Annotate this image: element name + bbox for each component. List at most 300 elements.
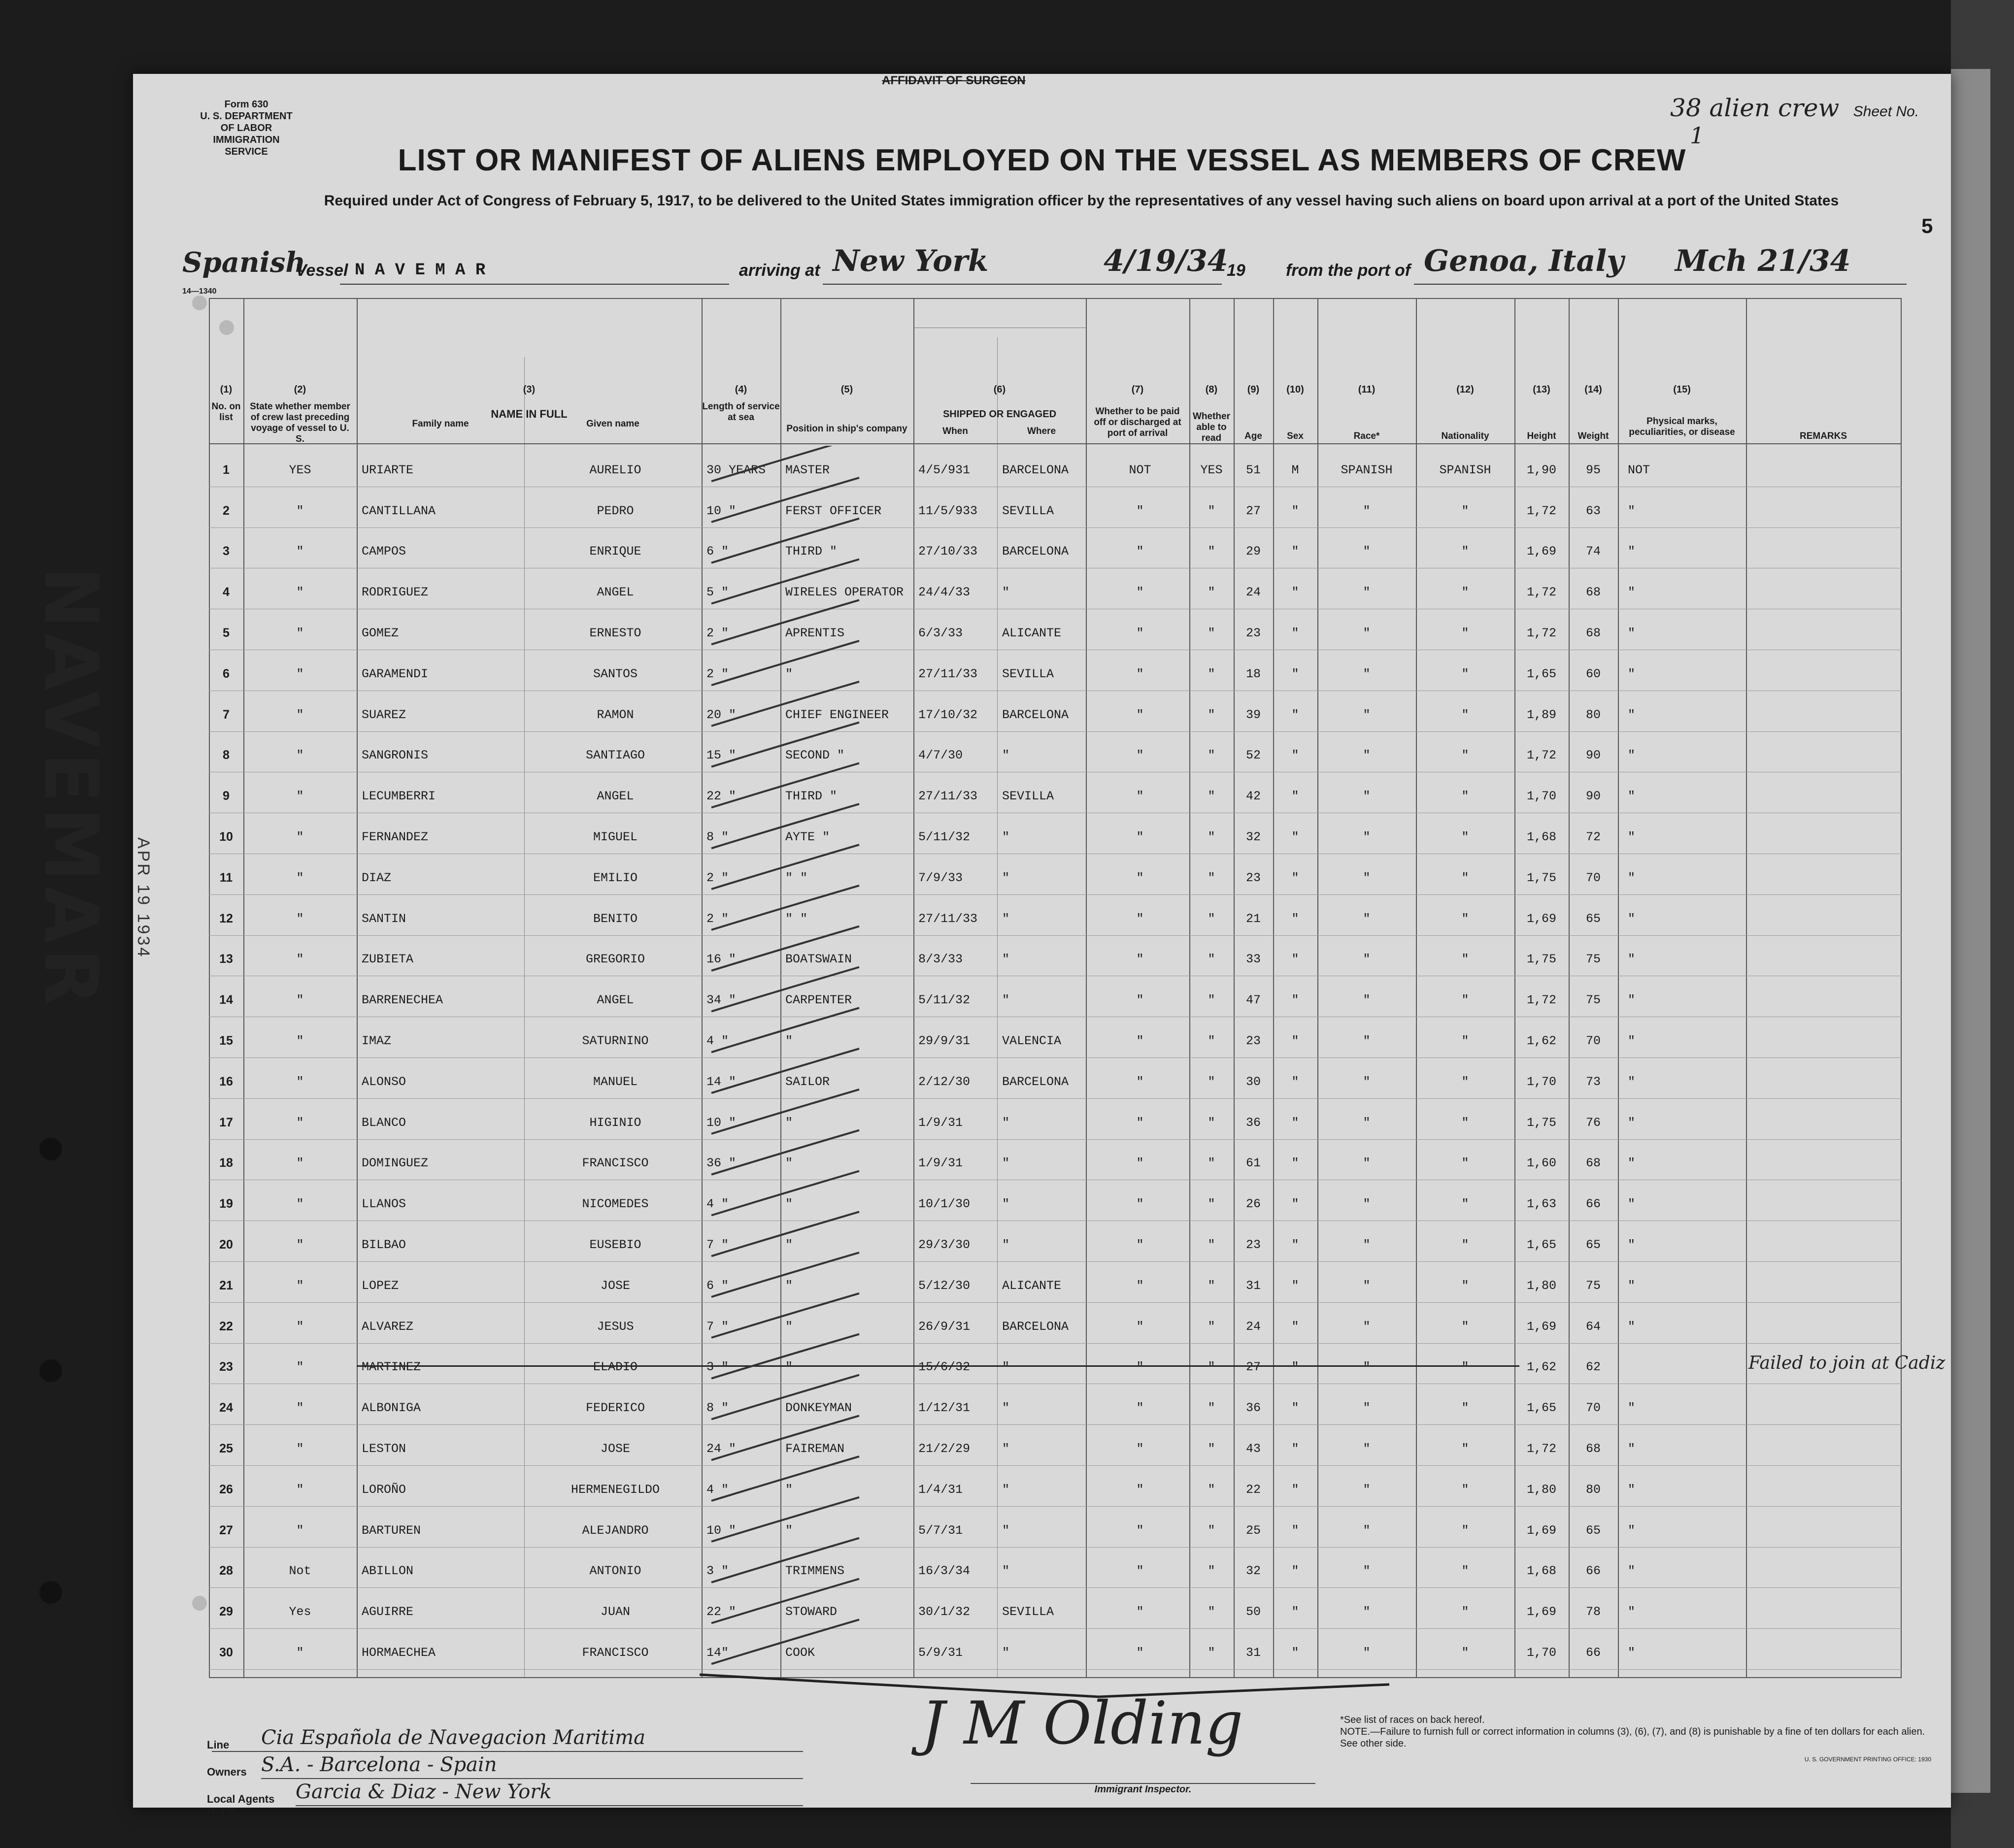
cell-n: 4 — [223, 585, 230, 599]
cell-read: " — [1208, 544, 1215, 559]
cell-given: MIGUEL — [593, 829, 638, 844]
cell-race: " — [1363, 911, 1371, 926]
cell-family: URIARTE — [362, 462, 414, 477]
cell-service: 24 " — [706, 1441, 737, 1456]
cell-prev: " — [296, 993, 304, 1008]
cell-read: " — [1208, 1401, 1215, 1416]
cell-given: FEDERICO — [585, 1401, 645, 1416]
cell-sex: " — [1291, 503, 1299, 518]
cell-where: " — [1002, 1564, 1010, 1579]
cell-family: HORMAECHEA — [362, 1645, 436, 1660]
pen-tick — [711, 804, 859, 848]
cell-when: 1/4/31 — [918, 1482, 963, 1497]
cell-age: 24 — [1245, 585, 1261, 600]
cell-position: CARPENTER — [785, 993, 852, 1008]
cell-sex: " — [1291, 870, 1299, 885]
cell-marks: " — [1628, 1401, 1636, 1416]
header-weight: Weight — [1578, 431, 1609, 441]
cell-height: 1,68 — [1526, 829, 1556, 844]
cell-paid: " — [1136, 1441, 1144, 1456]
cell-marks: " — [1628, 748, 1636, 763]
cell-weight: 75 — [1585, 952, 1601, 967]
cell-sex: " — [1291, 626, 1299, 640]
cell-nat: " — [1461, 707, 1469, 722]
cell-when: 4/5/931 — [918, 462, 971, 477]
cell-prev: YES — [289, 462, 311, 477]
header-age: Age — [1244, 431, 1262, 441]
cell-marks: " — [1628, 1523, 1636, 1538]
cell-given: SANTOS — [593, 666, 638, 681]
cell-read: " — [1208, 1197, 1215, 1212]
cell-age: 23 — [1245, 1033, 1261, 1048]
cell-prev: " — [296, 1033, 304, 1048]
cell-sex: " — [1291, 585, 1299, 600]
cell-given: FRANCISCO — [582, 1645, 649, 1660]
cell-race: " — [1363, 789, 1371, 804]
cell-weight: 75 — [1585, 1278, 1601, 1293]
cell-read: " — [1208, 1278, 1215, 1293]
cell-position: " — [785, 1115, 793, 1130]
col-num: (1) — [220, 384, 233, 395]
owners-rule — [261, 1763, 803, 1779]
cell-position: " — [785, 1237, 793, 1252]
cell-n: 16 — [219, 1074, 233, 1089]
cell-nat: " — [1461, 666, 1469, 681]
pen-tick — [711, 600, 859, 644]
cell-race: " — [1363, 707, 1371, 722]
cell-where: SEVILLA — [1002, 503, 1054, 518]
cell-height: 1,62 — [1526, 1360, 1556, 1375]
cell-family: SANTIN — [362, 911, 406, 926]
pen-tick — [711, 926, 859, 971]
vessel-side-stamp: NAVEMAR — [28, 566, 113, 1010]
pen-tick — [711, 1579, 859, 1623]
page-title: LIST OR MANIFEST OF ALIENS EMPLOYED ON THE VESSEL AS MEMBERS OF CREW — [398, 143, 1686, 177]
cell-race: " — [1363, 666, 1371, 681]
col-num: (4) — [735, 384, 747, 395]
cell-nat: " — [1461, 1197, 1469, 1212]
pen-tick — [711, 1130, 859, 1175]
cell-when: 10/1/30 — [918, 1197, 971, 1212]
cell-sex: " — [1291, 1074, 1299, 1089]
cell-nat: " — [1461, 1115, 1469, 1130]
cell-position: " — [785, 1482, 793, 1497]
cell-height: 1,72 — [1526, 585, 1556, 600]
owners-label: Owners — [207, 1766, 247, 1778]
cell-when: 11/5/933 — [918, 503, 978, 518]
cell-position: STOWARD — [785, 1605, 838, 1619]
cell-service: 6 " — [706, 544, 729, 559]
cell-position: AYTE " — [785, 829, 830, 844]
page-number: 5 — [1921, 214, 1933, 237]
cell-nat: " — [1461, 1237, 1469, 1252]
cell-where: BARCELONA — [1002, 707, 1069, 722]
cell-when: 2/12/30 — [918, 1074, 971, 1089]
cell-where: " — [1002, 1401, 1010, 1416]
pen-tick — [711, 1212, 859, 1256]
cell-prev: " — [296, 666, 304, 681]
cell-n: 3 — [223, 544, 230, 559]
binder-hole — [39, 1138, 62, 1160]
cell-read: " — [1208, 1237, 1215, 1252]
pen-tick — [711, 478, 859, 522]
cell-service: 8 " — [706, 1401, 729, 1416]
cell-service: 6 " — [706, 1278, 729, 1293]
cell-read: " — [1208, 952, 1215, 967]
cell-paid: " — [1136, 1523, 1144, 1538]
cell-when: 16/3/34 — [918, 1564, 971, 1579]
pen-tick — [711, 1171, 859, 1216]
cell-prev: " — [296, 1074, 304, 1089]
cell-prev: Not — [289, 1564, 311, 1579]
cell-service: 16 " — [706, 952, 737, 967]
cell-family: IMAZ — [362, 1033, 392, 1048]
cell-family: MARTINEZ — [362, 1360, 421, 1375]
pen-tick — [711, 1253, 859, 1297]
cell-paid: " — [1136, 870, 1144, 885]
cell-read: " — [1208, 789, 1215, 804]
cell-read: " — [1208, 829, 1215, 844]
cell-height: 1,70 — [1526, 789, 1556, 804]
cell-family: BARTUREN — [362, 1523, 421, 1538]
cell-height: 1,62 — [1526, 1033, 1556, 1048]
cell-age: 43 — [1245, 1441, 1261, 1456]
cell-service: 7 " — [706, 1319, 729, 1334]
cell-race: " — [1363, 1441, 1371, 1456]
cell-age: 52 — [1245, 748, 1261, 763]
cell-weight: 64 — [1585, 1319, 1601, 1334]
header-nationality: Nationality — [1441, 431, 1489, 441]
col-num: (13) — [1533, 384, 1550, 395]
cell-paid: " — [1136, 1115, 1144, 1130]
cell-read: YES — [1200, 462, 1223, 477]
pen-tick — [711, 845, 859, 889]
cell-position: " — [785, 666, 793, 681]
cell-where: " — [1002, 1115, 1010, 1130]
cell-paid: " — [1136, 707, 1144, 722]
pen-tick — [711, 1049, 859, 1093]
cell-paid: " — [1136, 585, 1144, 600]
received-date-stamp: APR 19 1934 — [134, 837, 153, 959]
cell-position: " — [785, 1523, 793, 1538]
cell-service: 3 " — [706, 1564, 729, 1579]
from-port-label: from the port of — [1286, 261, 1411, 280]
cell-prev: " — [296, 1441, 304, 1456]
cell-n: 21 — [219, 1278, 233, 1292]
agents-rule — [296, 1790, 803, 1806]
cell-nat: " — [1461, 1523, 1469, 1538]
cell-sex: " — [1291, 1523, 1299, 1538]
underline — [340, 284, 729, 285]
cell-where: " — [1002, 870, 1010, 885]
cell-family: GOMEZ — [362, 626, 399, 640]
cell-family: LLANOS — [362, 1197, 406, 1212]
cell-marks: " — [1628, 911, 1636, 926]
cell-weight: 62 — [1585, 1360, 1601, 1375]
cell-position: THIRD " — [785, 789, 838, 804]
year-label: 19 — [1227, 261, 1245, 280]
cell-paid: " — [1136, 626, 1144, 640]
cell-age: 25 — [1245, 1523, 1261, 1538]
cell-family: LOROÑO — [362, 1482, 406, 1497]
cell-marks: " — [1628, 789, 1636, 804]
cell-when: 1/9/31 — [918, 1156, 963, 1171]
cell-height: 1,72 — [1526, 993, 1556, 1008]
cell-sex: " — [1291, 1278, 1299, 1293]
cell-prev: " — [296, 1482, 304, 1497]
cell-when: 24/4/33 — [918, 585, 971, 600]
cell-where: " — [1002, 1156, 1010, 1171]
cell-family: BILBAO — [362, 1237, 406, 1252]
cell-read: " — [1208, 1645, 1215, 1660]
pen-tick — [711, 1334, 859, 1379]
cell-race: " — [1363, 503, 1371, 518]
cell-when: 6/3/33 — [918, 626, 963, 640]
from-port: Genoa, Italy — [1424, 244, 1624, 278]
form-service: IMMIGRATION SERVICE — [213, 134, 280, 157]
cell-where: " — [1002, 911, 1010, 926]
cell-given: RAMON — [597, 707, 634, 722]
cell-given: ENRIQUE — [589, 544, 641, 559]
cell-position: FERST OFFICER — [785, 503, 882, 518]
cell-position: DONKEYMAN — [785, 1401, 852, 1416]
cell-weight: 68 — [1585, 585, 1601, 600]
owners-value: S.A. - Barcelona - Spain — [261, 1753, 497, 1776]
cell-service: 2 " — [706, 911, 729, 926]
cell-weight: 68 — [1585, 1156, 1601, 1171]
cell-nat: " — [1461, 1319, 1469, 1334]
cell-prev: " — [296, 1197, 304, 1212]
cell-weight: 63 — [1585, 503, 1601, 518]
cell-where: " — [1002, 829, 1010, 844]
cell-race: " — [1363, 1360, 1371, 1375]
cell-read: " — [1208, 1523, 1215, 1538]
punch-hole — [192, 296, 207, 310]
cell-race: SPANISH — [1341, 462, 1393, 477]
cell-position: SAILOR — [785, 1074, 830, 1089]
cell-height: 1,70 — [1526, 1074, 1556, 1089]
header-shipped: SHIPPED OR ENGAGED — [942, 409, 1057, 420]
cell-nat: " — [1461, 993, 1469, 1008]
line-rule — [212, 1736, 803, 1752]
cell-when: 5/7/31 — [918, 1523, 963, 1538]
cell-prev: " — [296, 707, 304, 722]
col-num: (10) — [1286, 384, 1304, 395]
inspector-signature: J M Olding — [921, 1689, 1243, 1758]
cell-age: 18 — [1245, 666, 1261, 681]
cell-paid: " — [1136, 1605, 1144, 1619]
cell-read: " — [1208, 1033, 1215, 1048]
crew-table — [209, 298, 1946, 1677]
cell-position: COOK — [785, 1645, 815, 1660]
cell-n: 18 — [219, 1156, 233, 1170]
header-position: Position in ship's company — [786, 424, 907, 434]
cell-weight: 75 — [1585, 993, 1601, 1008]
cell-race: " — [1363, 870, 1371, 885]
cell-weight: 80 — [1585, 1482, 1601, 1497]
cell-given: MANUEL — [593, 1074, 638, 1089]
cell-paid: " — [1136, 1645, 1144, 1660]
cell-prev: " — [296, 585, 304, 600]
cell-n: 11 — [219, 870, 233, 885]
cell-age: 39 — [1245, 707, 1261, 722]
cell-weight: 90 — [1585, 789, 1601, 804]
header-given-name: Given name — [586, 419, 639, 429]
cell-read: " — [1208, 1441, 1215, 1456]
cell-prev: " — [296, 911, 304, 926]
cell-n: 27 — [219, 1523, 233, 1537]
cell-when: 5/11/32 — [918, 829, 971, 844]
cell-prev: " — [296, 626, 304, 640]
cell-height: 1,72 — [1526, 626, 1556, 640]
cell-marks: " — [1628, 585, 1636, 600]
cell-n: 15 — [219, 1033, 233, 1048]
cell-read: " — [1208, 626, 1215, 640]
cell-sex: M — [1291, 462, 1299, 477]
cell-nat: " — [1461, 1278, 1469, 1293]
cell-n: 26 — [219, 1482, 233, 1496]
cell-prev: " — [296, 1360, 304, 1375]
cell-family: ABILLON — [362, 1564, 414, 1579]
col-num: (5) — [840, 384, 853, 395]
cell-age: 32 — [1245, 1564, 1261, 1579]
cell-paid: NOT — [1129, 462, 1151, 477]
cell-family: ALONSO — [362, 1074, 406, 1089]
cell-height: 1,69 — [1526, 544, 1556, 559]
cell-weight: 74 — [1585, 544, 1601, 559]
cell-age: 23 — [1245, 626, 1261, 640]
header-where: Where — [1027, 426, 1056, 436]
cell-where: VALENCIA — [1002, 1033, 1062, 1048]
cell-read: " — [1208, 911, 1215, 926]
cell-where: " — [1002, 1523, 1010, 1538]
cell-given: JESUS — [597, 1319, 634, 1334]
cell-service: 15 " — [706, 748, 737, 763]
cell-marks: " — [1628, 1319, 1636, 1334]
cell-race: " — [1363, 829, 1371, 844]
cell-nat: " — [1461, 911, 1469, 926]
cell-n: 1 — [223, 462, 230, 477]
inspector-label: Immigrant Inspector. — [971, 1783, 1315, 1795]
header-height: Height — [1527, 431, 1556, 441]
cell-where: ALICANTE — [1002, 1278, 1062, 1293]
cell-family: GARAMENDI — [362, 666, 429, 681]
cell-age: 32 — [1245, 829, 1261, 844]
cell-marks: " — [1628, 666, 1636, 681]
cell-prev: " — [296, 952, 304, 967]
cell-n: 12 — [219, 911, 233, 925]
cell-where: " — [1002, 1441, 1010, 1456]
pen-tick — [711, 886, 859, 930]
cell-prev: Yes — [289, 1605, 311, 1619]
cell-height: 1,80 — [1526, 1278, 1556, 1293]
cell-sex: " — [1291, 1645, 1299, 1660]
cell-family: DIAZ — [362, 870, 392, 885]
cell-given: PEDRO — [597, 503, 634, 518]
cell-given: AURELIO — [589, 462, 641, 477]
cell-nat: " — [1461, 1564, 1469, 1579]
cell-when: 5/9/31 — [918, 1645, 963, 1660]
cell-race: " — [1363, 748, 1371, 763]
pen-tick — [711, 1375, 859, 1419]
cell-sex: " — [1291, 666, 1299, 681]
cell-n: 19 — [219, 1197, 233, 1211]
cell-weight: 73 — [1585, 1074, 1601, 1089]
vessel-label: Vessel — [296, 261, 348, 280]
cell-marks: " — [1628, 952, 1636, 967]
cell-position: CHIEF ENGINEER — [785, 707, 889, 722]
cell-service: 3 " — [706, 1360, 729, 1375]
cell-where: " — [1002, 952, 1010, 967]
cell-height: 1,70 — [1526, 1645, 1556, 1660]
cell-height: 1,75 — [1526, 1115, 1556, 1130]
cell-paid: " — [1136, 1482, 1144, 1497]
cell-marks: " — [1628, 1115, 1636, 1130]
cell-nat: " — [1461, 870, 1469, 885]
cell-race: " — [1363, 1319, 1371, 1334]
cell-paid: " — [1136, 666, 1144, 681]
header-race: Race* — [1353, 431, 1380, 441]
cell-when: 1/12/31 — [918, 1401, 971, 1416]
cell-weight: 66 — [1585, 1197, 1601, 1212]
arriving-label: arriving at — [739, 261, 820, 280]
cell-race: " — [1363, 1278, 1371, 1293]
cell-given: HIGINIO — [589, 1115, 641, 1130]
agents-code: 14—1340 — [207, 1807, 237, 1815]
pen-tick — [711, 1089, 859, 1134]
cell-height: 1,89 — [1526, 707, 1556, 722]
cell-weight: 65 — [1585, 1523, 1601, 1538]
cell-race: " — [1363, 1401, 1371, 1416]
cell-paid: " — [1136, 1197, 1144, 1212]
cell-read: " — [1208, 1564, 1215, 1579]
cell-race: " — [1363, 1237, 1371, 1252]
cell-n: 24 — [219, 1401, 233, 1415]
cell-race: " — [1363, 1564, 1371, 1579]
crew-count-note: 38 alien crew — [1670, 94, 1840, 122]
header-name-in-full: NAME IN FULL — [491, 408, 568, 420]
col-num: (9) — [1247, 384, 1260, 395]
cell-weight: 70 — [1585, 1033, 1601, 1048]
cell-marks: " — [1628, 1074, 1636, 1089]
cell-position: THIRD " — [785, 544, 838, 559]
cell-where: " — [1002, 993, 1010, 1008]
cell-height: 1,69 — [1526, 1523, 1556, 1538]
cell-sex: " — [1291, 829, 1299, 844]
underline — [823, 284, 1099, 285]
cell-given: NICOMEDES — [582, 1197, 649, 1212]
cell-height: 1,75 — [1526, 870, 1556, 885]
cell-prev: " — [296, 1319, 304, 1334]
cell-weight: 78 — [1585, 1605, 1601, 1619]
cell-paid: " — [1136, 503, 1144, 518]
cell-weight: 70 — [1585, 870, 1601, 885]
cell-age: 42 — [1245, 789, 1261, 804]
cell-nat: " — [1461, 748, 1469, 763]
cell-weight: 68 — [1585, 1441, 1601, 1456]
strike-through — [357, 1365, 1519, 1367]
cell-family: RODRIGUEZ — [362, 585, 429, 600]
cell-n: 10 — [219, 829, 233, 844]
cell-service: 10 " — [706, 1115, 737, 1130]
pen-tick — [711, 1416, 859, 1460]
cell-given: SATURNINO — [582, 1033, 649, 1048]
cell-n: 5 — [223, 626, 230, 640]
cell-service: 34 " — [706, 993, 737, 1008]
cell-given: HERMENEGILDO — [571, 1482, 660, 1497]
cell-n: 22 — [219, 1319, 233, 1333]
cell-paid: " — [1136, 1033, 1144, 1048]
